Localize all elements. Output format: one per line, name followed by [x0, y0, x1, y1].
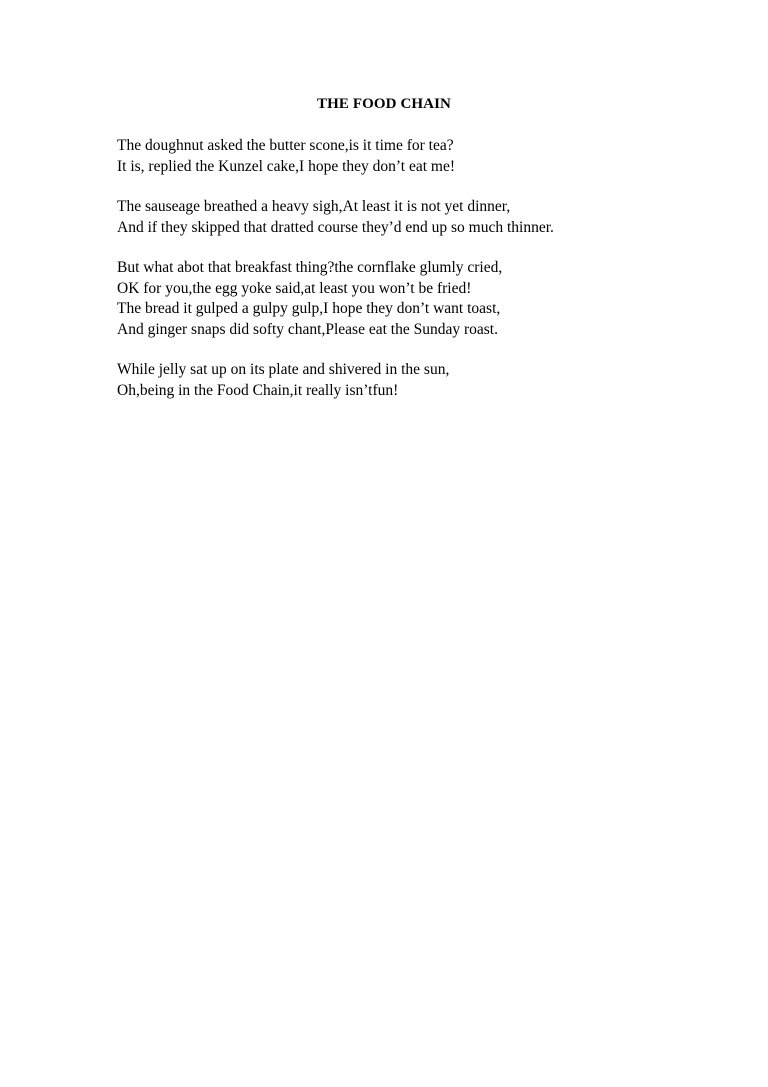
stanza-2 — [117, 197, 737, 238]
poem-line: And if they skipped that dratted course they’d end up so much thinner. — [117, 218, 554, 236]
poem-line: It is, replied the Kunzel cake,I hope they don’t eat me! — [117, 157, 456, 175]
poem-line: The bread it gulped a gulpy gulp,I hope they don’t want toast, — [117, 300, 501, 317]
stanza-4 — [117, 360, 737, 401]
stanza-3 — [117, 258, 737, 340]
poem-line: While jelly sat up on its plate and shivered in the sun, — [117, 361, 450, 378]
poem-line: The sauseage breathed a heavy sigh,At least it is not yet dinner, — [117, 198, 511, 215]
poem-line: But what abot that breakfast thing?the cornflake glumly cried, — [117, 259, 503, 276]
poem-line: OK for you,the egg yoke said,at least you won’t be fried! — [117, 279, 472, 297]
poem-line: And ginger snaps did softy chant,Please eat the Sunday roast. — [117, 320, 498, 338]
poem-line: Oh,being in the Food Chain,it really isn’tfun! — [117, 381, 399, 399]
stanza-1 — [117, 136, 737, 177]
poem-title: THE FOOD CHAIN — [317, 96, 451, 112]
poem-line: The doughnut asked the butter scone,is it time for tea? — [117, 137, 454, 154]
poem-body — [117, 136, 737, 421]
